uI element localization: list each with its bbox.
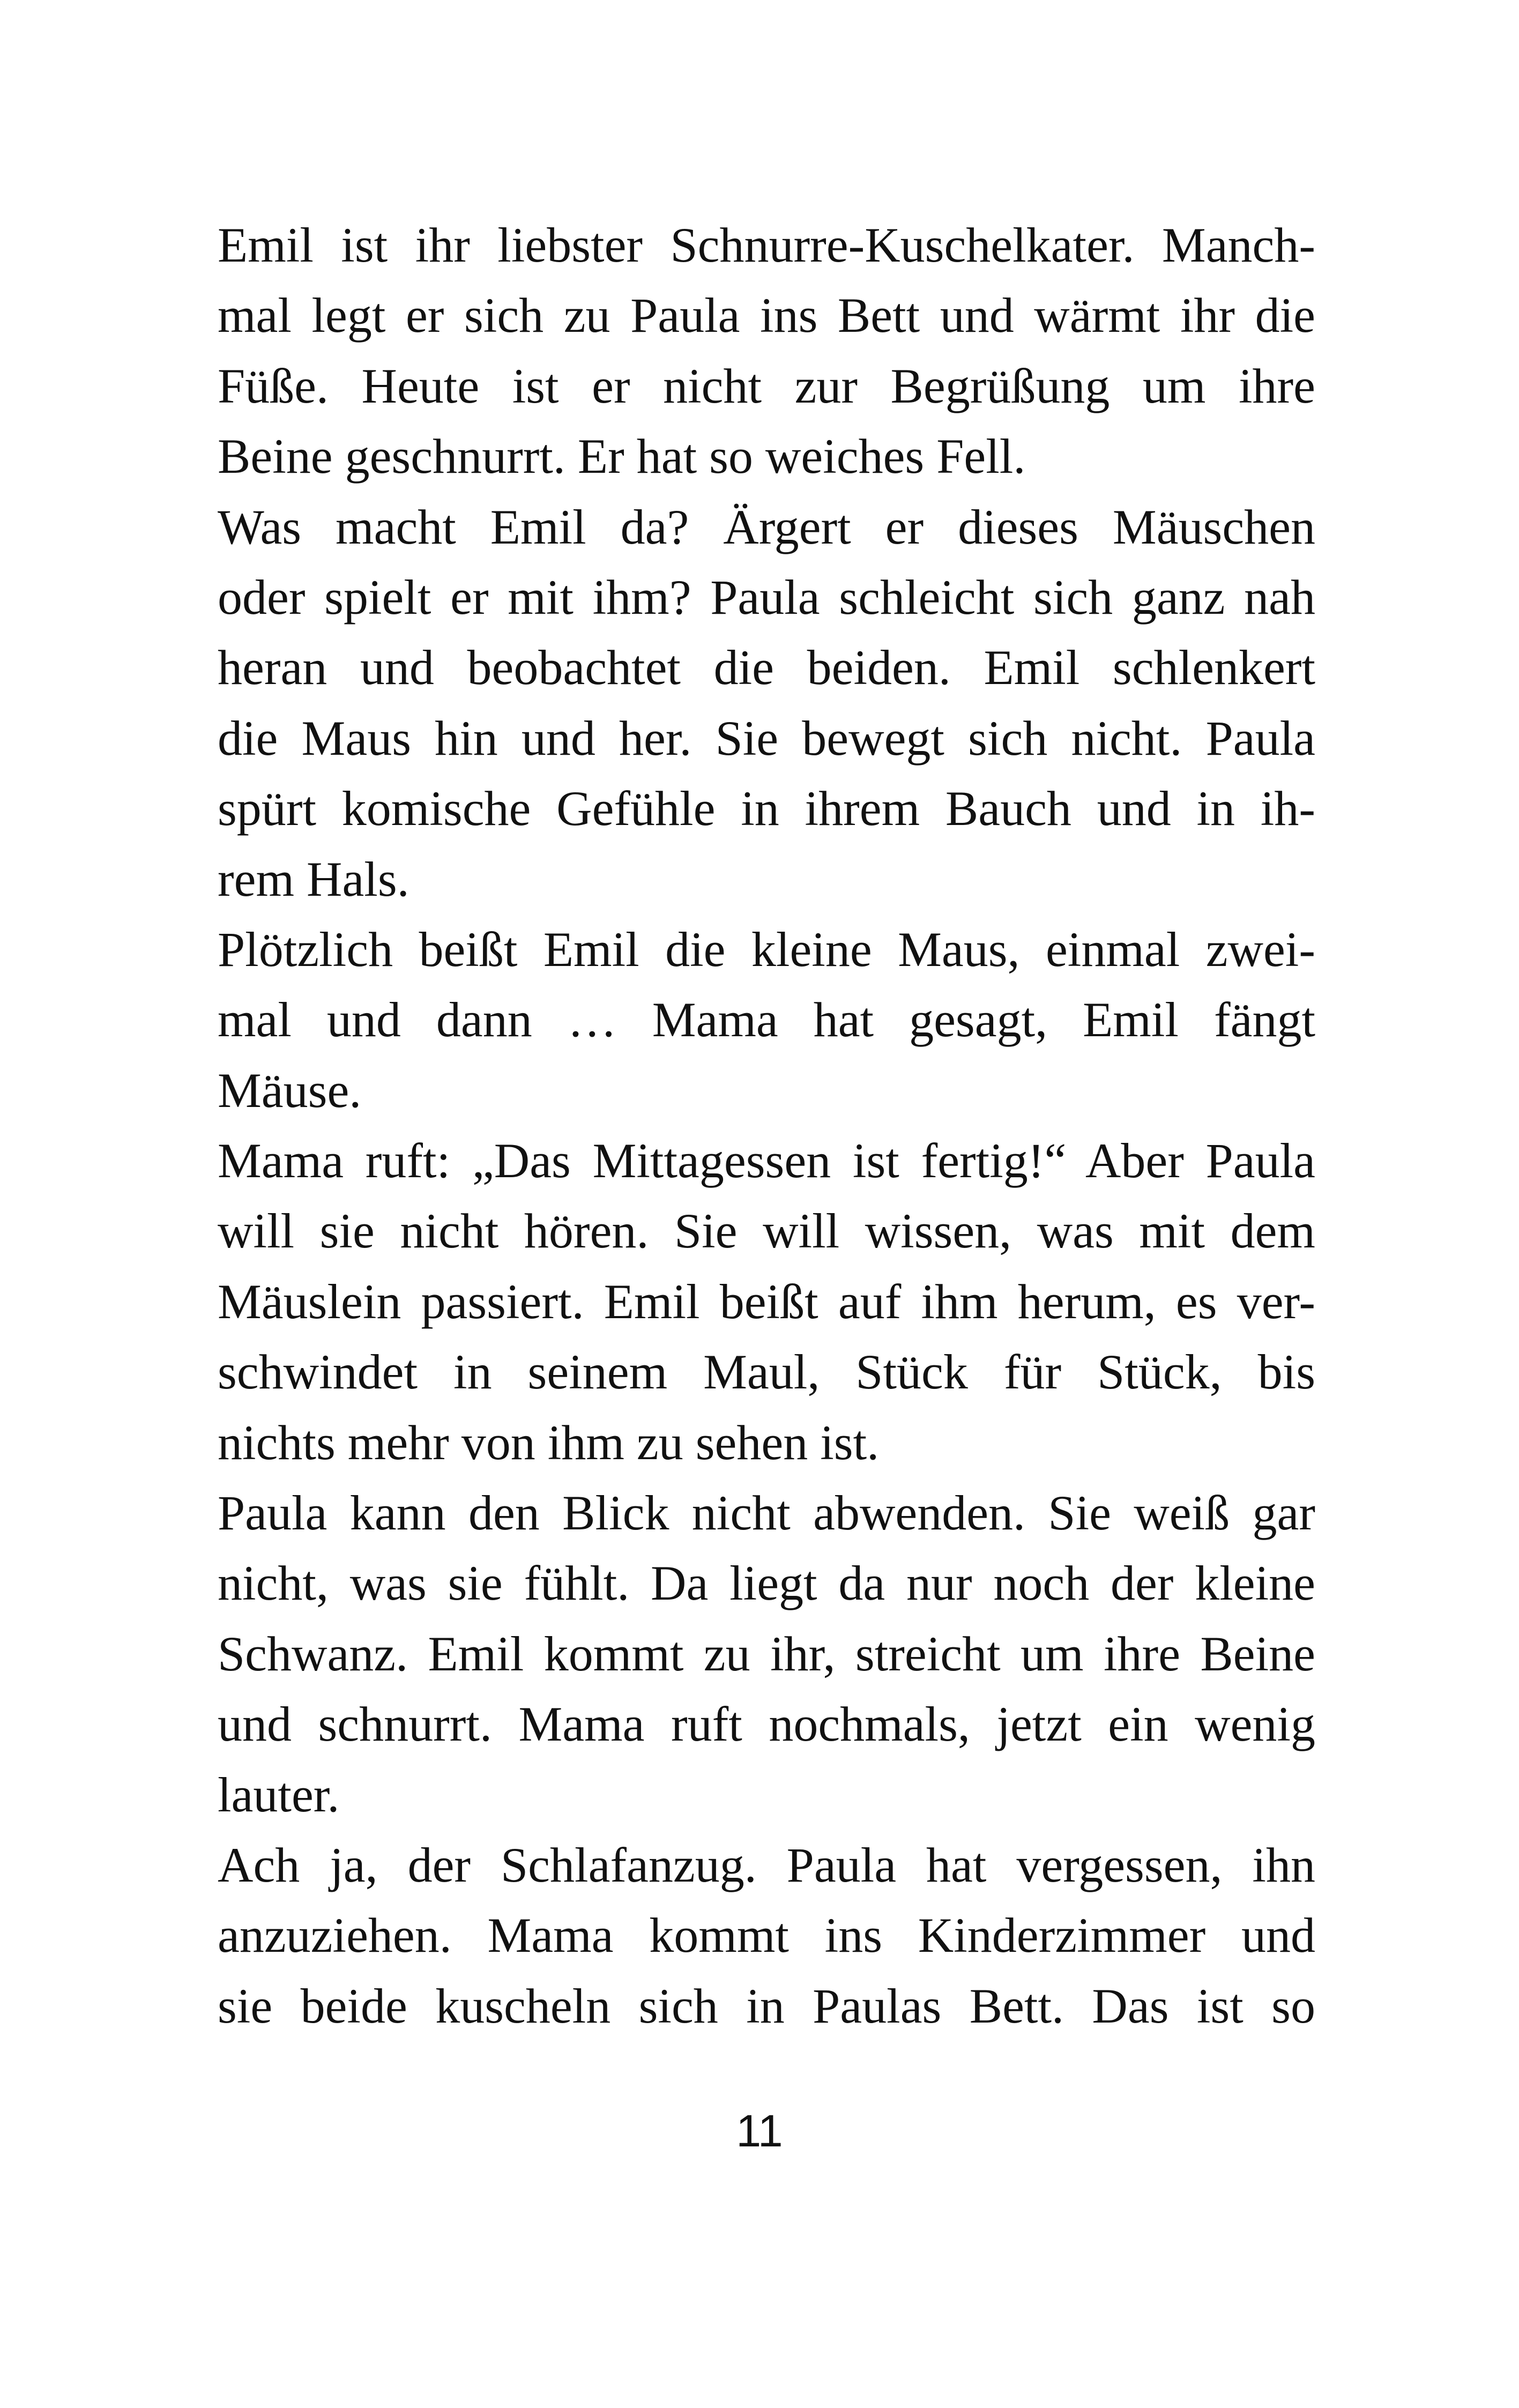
text-line: sie beide kuscheln sich in Paulas Bett. Das ist so: [218, 1978, 1315, 2033]
body-text: [218, 210, 1315, 2041]
text-line: nichts mehr von ihm zu sehen ist.: [218, 1415, 880, 1470]
text-line: Paula kann den Blick nicht abwenden. Sie weiß gar: [218, 1485, 1315, 1541]
text-line: Mama ruft: „Das Mittagessen ist fertig!“ Aber Paula: [218, 1133, 1315, 1188]
text-line: Emil ist ihr liebster Schnurre-Kuschelkater. Manch-: [218, 218, 1315, 272]
page-number: 11: [736, 2106, 783, 2156]
text-line: Füße. Heute ist er nicht zur Begrüßung um ihre: [218, 358, 1315, 413]
text-line: spürt komische Gefühle in ihrem Bauch und in ih-: [218, 781, 1315, 836]
text-line: Beine geschnurrt. Er hat so weiches Fell.: [218, 429, 1026, 484]
text-line: Mäuse.: [218, 1062, 362, 1118]
text-line: und schnurrt. Mama ruft nochmals, jetzt ein wenig: [218, 1697, 1315, 1752]
text-line: anzuziehen. Mama kommt ins Kinderzimmer und: [218, 1908, 1315, 1963]
text-line: rem Hals.: [218, 851, 409, 906]
text-line: schwindet in seinem Maul, Stück für Stück, bis: [218, 1344, 1315, 1400]
text-line: mal legt er sich zu Paula ins Bett und wärmt ihr die: [218, 288, 1315, 343]
text-line: heran und beobachtet die beiden. Emil schlenkert: [218, 640, 1315, 695]
text-line: will sie nicht hören. Sie will wissen, was mit dem: [218, 1203, 1315, 1259]
text-line: nicht, was sie fühlt. Da liegt da nur noch der kleine: [218, 1556, 1315, 1611]
text-line: mal und dann … Mama hat gesagt, Emil fängt: [218, 992, 1315, 1047]
text-line: Plötzlich beißt Emil die kleine Maus, einmal zwei-: [218, 921, 1315, 977]
text-line: oder spielt er mit ihm? Paula schleicht sich ganz nah: [218, 569, 1315, 625]
text-line: lauter.: [218, 1767, 340, 1822]
text-line: Was macht Emil da? Ärgert er dieses Mäuschen: [218, 499, 1315, 554]
text-line: die Maus hin und her. Sie bewegt sich nicht. Paula: [218, 710, 1315, 765]
text-line: Mäuslein passiert. Emil beißt auf ihm herum, es ver-: [218, 1274, 1315, 1329]
text-line: Schwanz. Emil kommt zu ihr, streicht um ihre Beine: [218, 1626, 1315, 1681]
text-line: Ach ja, der Schlafanzug. Paula hat vergessen, ihn: [218, 1837, 1315, 1892]
